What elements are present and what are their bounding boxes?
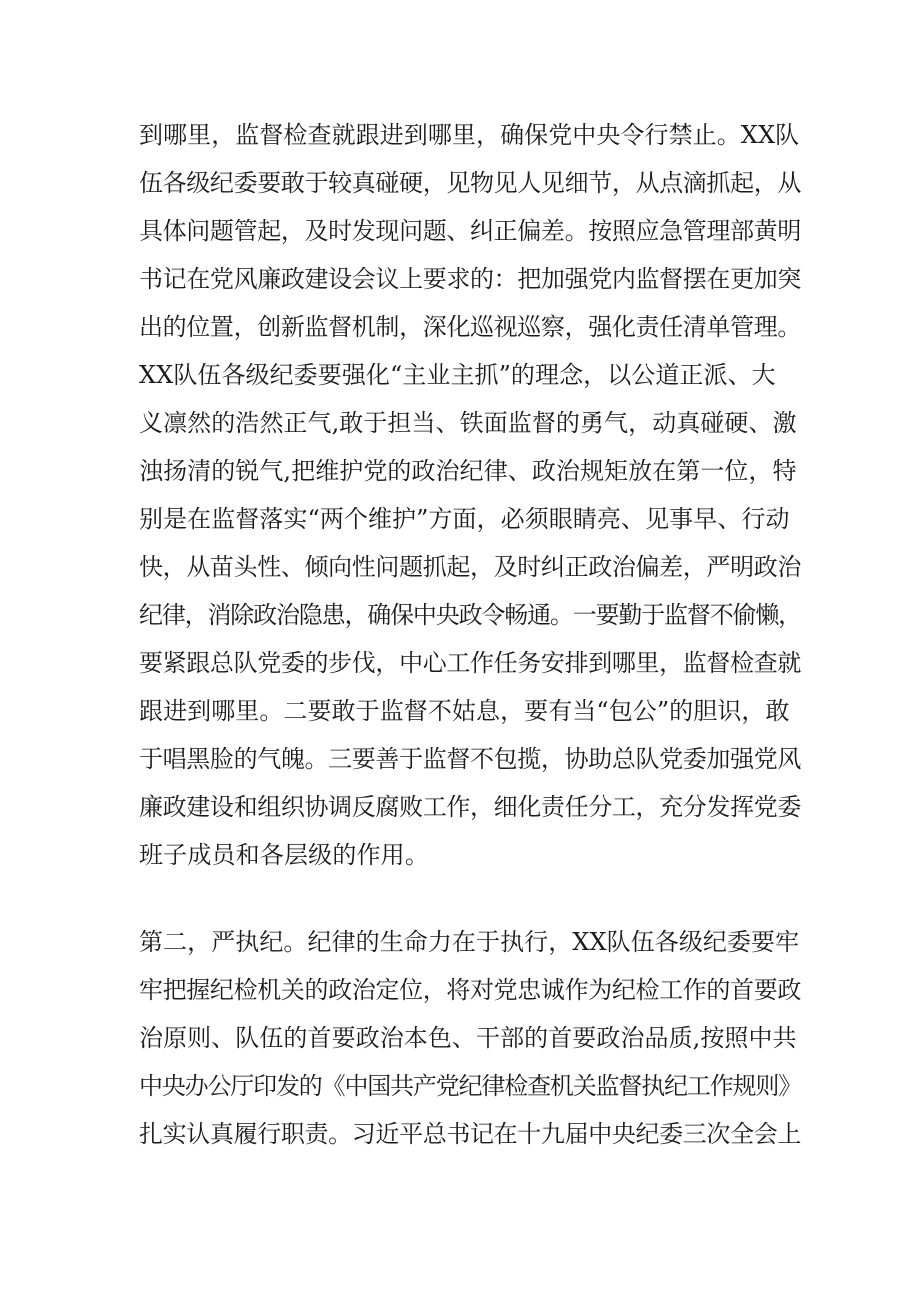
- text-line: 班子成员和各层级的作用。: [139, 841, 429, 869]
- text-line: 扎实认真履行职责。习近平总书记在十九届中央纪委三次全会上: [139, 1120, 801, 1148]
- text-line: 廉政建设和组织协调反腐败工作，细化责任分工，充分发挥党委: [139, 793, 801, 821]
- text-line: 出的位置，创新监督机制，深化巡视巡察，强化责任清单管理。: [139, 313, 801, 341]
- text-line: 跟进到哪里。二要敢于监督不姑息，要有当“包公”的胆识，敢: [139, 697, 790, 725]
- text-line: 于唱黑脸的气魄。三要善于监督不包揽，协助总队党委加强党风: [139, 745, 801, 773]
- text-line: 到哪里，监督检查就跟进到哪里，确保党中央令行禁止。XX队: [139, 121, 800, 149]
- text-line: 要紧跟总队党委的步伐，中心工作任务安排到哪里，监督检查就: [139, 649, 801, 677]
- text-line: 具体问题管起，及时发现问题、纠正偏差。按照应急管理部黄明: [139, 217, 801, 245]
- text-line: 牢把握纪检机关的政治定位，将对党忠诚作为纪检工作的首要政: [139, 976, 801, 1004]
- text-line: XX队伍各级纪委要强化“主业主抓”的理念，以公道正派、大: [139, 361, 776, 389]
- text-line: 义凛然的浩然正气,敢于担当、铁面监督的勇气，动真碰硬、激: [139, 409, 797, 437]
- text-line: 第二，严执纪。纪律的生命力在于执行，XX队伍各级纪委要牢: [139, 928, 800, 956]
- text-line: 别是在监督落实“两个维护”方面，必须眼睛亮、见事早、行动: [139, 505, 790, 533]
- text-line: 治原则、队伍的首要政治本色、干部的首要政治品质,按照中共: [139, 1024, 797, 1052]
- text-line: 浊扬清的锐气,把维护党的政治纪律、政治规矩放在第一位，特: [139, 457, 797, 485]
- text-line: 纪律，消除政治隐患，确保中央政令畅通。一要勤于监督不偷懒，: [139, 601, 801, 629]
- text-line: 伍各级纪委要敢于较真碰硬，见物见人见细节，从点滴抓起，从: [139, 169, 801, 197]
- text-line: 快，从苗头性、倾向性问题抓起，及时纠正政治偏差，严明政治: [139, 553, 801, 581]
- text-line: 书记在党风廉政建设会议上要求的：把加强党内监督摆在更加突: [139, 265, 801, 293]
- text-line: 中央办公厅印发的《中国共产党纪律检查机关监督执纪工作规则》: [139, 1072, 801, 1100]
